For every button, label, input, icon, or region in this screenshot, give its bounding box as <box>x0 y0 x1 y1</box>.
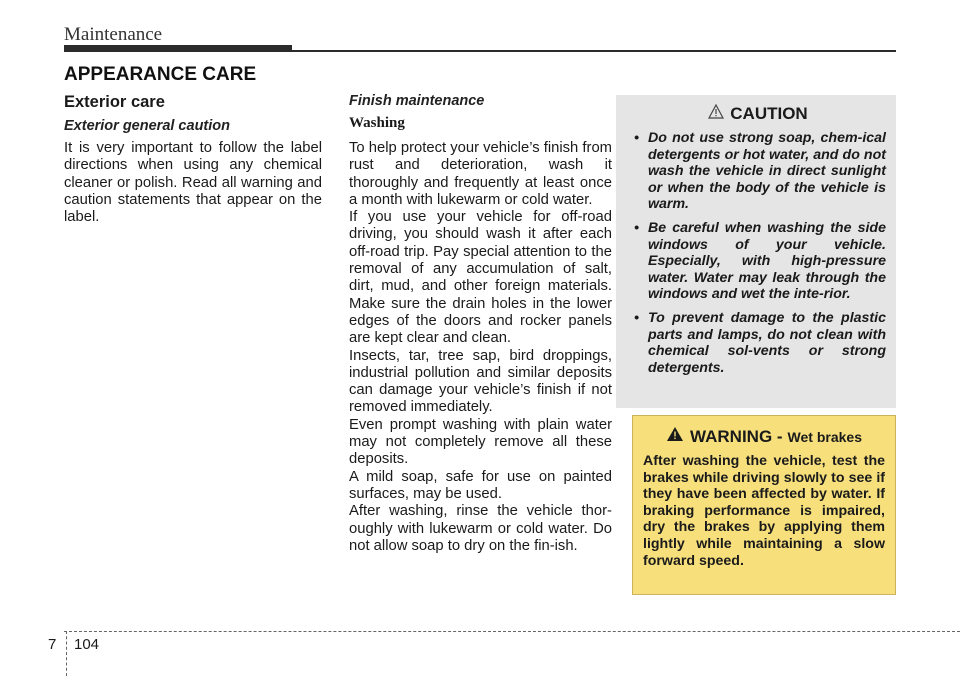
warning-triangle-filled-icon <box>666 426 684 447</box>
footer-rule <box>64 631 960 632</box>
running-header: Maintenance <box>64 24 163 45</box>
header-rule-thin <box>292 50 896 52</box>
washing-text: To help protect your vehicle’s finish from rust and deterioration, wash it thoroughly and frequently at least once a month with lukewarm or cold water. If you use your vehicle for off-road driving, you should wash it after each off-road trip. Pay special attention to the removal of any accumulation of salt, dirt, mud, and other foreign materials. Make sure the drain holes in the lower edges of the doors and rocker panels are kept clear and clean. Insects, tar, tree sap, bird droppings, industrial pollution and similar deposits can damage your vehicle’s finish if not removed immediately. Even prompt washing with plain water may not completely remove all these deposits. A mild soap, safe for use on painted surfaces, may be used. After washing, rinse the vehicle thor-oughly with lukewarm or cold water. Do not allow soap to dry on the fin-ish. <box>349 140 612 554</box>
warning-box <box>632 415 896 595</box>
page-number: 104 <box>74 636 100 653</box>
header-rule-thick <box>64 45 292 52</box>
caution-list <box>630 130 886 376</box>
exterior-caution-text: It is very important to follow the label directions when using any chemical cleaner or polish. Read all warning and caution statements that appear on the label. <box>64 140 322 226</box>
warning-subtitle: Wet brakes <box>787 428 862 445</box>
caution-box <box>616 95 896 408</box>
finish-maintenance-heading: Finish maintenance <box>349 93 485 109</box>
exterior-care-column <box>64 93 322 226</box>
chapter-number: 7 <box>48 636 57 653</box>
warning-title: WARNING - <box>690 426 783 446</box>
caution-item: • Do not use strong soap, chem-ical detergents or hot water, and do not wash the vehicle in direct sunlight or when the body of the vehicle is warm. <box>634 130 886 213</box>
exterior-caution-subheading: Exterior general caution <box>64 118 230 134</box>
warning-header <box>643 426 885 447</box>
caution-title: CAUTION <box>730 104 808 123</box>
caution-item: • Be careful when washing the side windows of your vehicle. Especially, with high-pressure water. Water may leak through the windows and wet the inte-rior. <box>634 219 886 303</box>
warning-text: After washing the vehicle, test the brakes while driving slowly to see if they have been affected by water. If braking performance is impaired, dry the brakes by applying them lightly while maintaining a slow forward speed. <box>643 453 885 569</box>
exterior-care-heading: Exterior care <box>64 93 165 111</box>
section-title: APPEARANCE CARE <box>64 64 257 85</box>
footer-divider <box>66 631 67 676</box>
caution-header <box>630 104 886 124</box>
finish-maintenance-column <box>349 93 612 555</box>
washing-subheading: Washing <box>349 115 405 131</box>
warning-triangle-outline-icon <box>708 104 724 124</box>
caution-item: • To prevent damage to the plastic parts and lamps, do not clean with chemical sol-vents or strong detergents. <box>634 309 886 376</box>
